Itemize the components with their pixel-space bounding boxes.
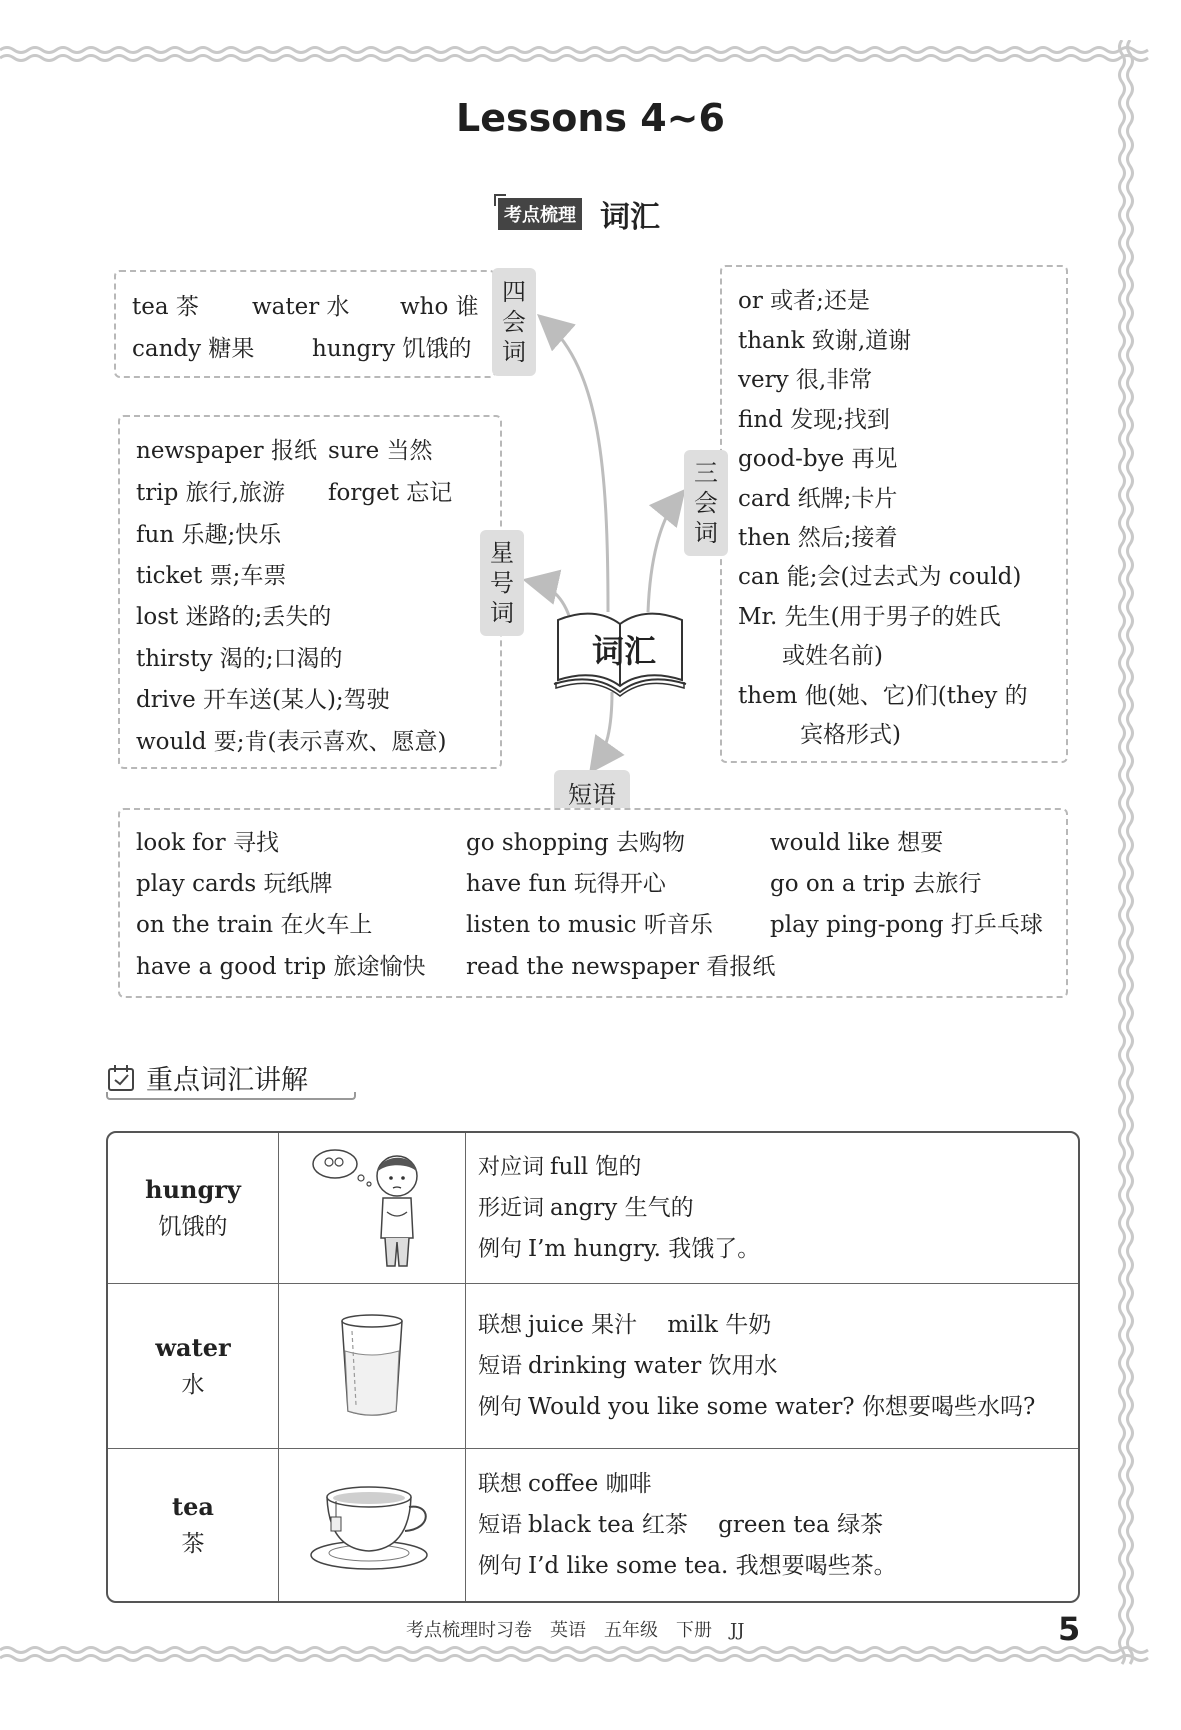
- three-skill-label: 三 会 词: [684, 450, 728, 556]
- star-word: forget 忘记: [328, 480, 453, 506]
- star-word: thirsty 渴的;口渴的: [136, 646, 343, 672]
- three-skill-word: find 发现;找到: [738, 407, 890, 433]
- table-row: [108, 1449, 1078, 1601]
- key-vocab-heading: 重点词汇讲解: [106, 1058, 308, 1097]
- section-tag: 考点梳理: [498, 198, 582, 230]
- word-cell: water 水: [108, 1284, 279, 1448]
- note-line: 例句 I’d like some tea. 我想要喝些茶。: [478, 1552, 897, 1579]
- three-skill-word: can 能;会(过去式为 could): [738, 564, 1022, 590]
- word-cell: hungry 饥饿的: [108, 1133, 279, 1283]
- phrase: listen to music 听音乐: [466, 912, 713, 938]
- star-word: ticket 票;车票: [136, 563, 287, 589]
- section-word: 词汇: [600, 200, 660, 235]
- star-word: newspaper 报纸: [136, 438, 317, 464]
- three-skill-word: very 很,非常: [738, 367, 873, 393]
- note-line: 联想 juice 果汁 milk 牛奶: [478, 1311, 772, 1338]
- star-word: lost 迷路的;丢失的: [136, 604, 332, 630]
- four-skill-word: hungry 饥饿的: [312, 336, 472, 362]
- phrase: go shopping 去购物: [466, 830, 685, 856]
- table-row: [108, 1133, 1078, 1284]
- phrase: go on a trip 去旅行: [770, 871, 982, 897]
- word-cell: tea 茶: [108, 1449, 279, 1601]
- water-glass-icon: [332, 1311, 412, 1421]
- phrase: play ping-pong 打乒乓球: [770, 912, 1043, 938]
- page-number: 5: [1058, 1610, 1081, 1648]
- three-skill-word: then 然后;接着: [738, 525, 898, 551]
- page-title: Lessons 4~6: [456, 96, 725, 140]
- note-line: 联想 coffee 咖啡: [478, 1470, 652, 1497]
- note-line: 例句 Would you like some water? 你想要喝些水吗?: [478, 1393, 1036, 1420]
- notes-cell: [466, 1133, 1078, 1283]
- four-skill-word: tea 茶: [132, 294, 199, 320]
- three-skill-word: 宾格形式): [800, 722, 901, 748]
- note-line: 形近词 angry 生气的: [478, 1194, 694, 1221]
- three-skill-word: Mr. 先生(用于男子的姓氏: [738, 604, 1001, 630]
- star-word: drive 开车送(某人);驾驶: [136, 687, 390, 713]
- star-words-box: [118, 415, 502, 769]
- star-word: fun 乐趣;快乐: [136, 522, 282, 548]
- four-skill-word: who 谁: [400, 294, 479, 320]
- phrase: would like 想要: [770, 830, 944, 856]
- four-skill-word: candy 糖果: [132, 336, 255, 362]
- footer-text: 考点梳理时习卷 英语 五年级 下册 JJ: [406, 1620, 745, 1641]
- note-line: 例句 I’m hungry. 我饿了。: [478, 1235, 761, 1262]
- center-label: 词汇: [591, 632, 656, 670]
- notes-cell: [466, 1284, 1078, 1448]
- note-line: 对应词 full 饱的: [478, 1153, 642, 1180]
- phrase: play cards 玩纸牌: [136, 871, 333, 897]
- heading-underline: [106, 1092, 356, 1100]
- tea-cup-icon: [307, 1477, 437, 1573]
- note-line: 短语 black tea 红茶 green tea 绿茶: [478, 1511, 884, 1538]
- three-skill-word: them 他(她、它)们(they 的: [738, 683, 1028, 709]
- phrase: look for 寻找: [136, 830, 279, 856]
- phrase: have a good trip 旅途愉快: [136, 954, 426, 980]
- picture-cell: [279, 1133, 466, 1283]
- calendar-check-icon: [106, 1063, 136, 1093]
- three-skill-word: 或姓名前): [782, 643, 883, 669]
- bottom-wave-border: [0, 1640, 1181, 1668]
- phrase: read the newspaper 看报纸: [466, 954, 776, 980]
- notes-cell: [466, 1449, 1078, 1601]
- three-skill-word: good-bye 再见: [738, 446, 898, 472]
- phrase: have fun 玩得开心: [466, 871, 666, 897]
- star-word: sure 当然: [328, 438, 433, 464]
- note-line: 短语 drinking water 饮用水: [478, 1352, 778, 1379]
- table-row: [108, 1284, 1078, 1449]
- four-skill-label: 四 会 词: [492, 268, 536, 376]
- phrase: on the train 在火车上: [136, 912, 373, 938]
- picture-cell: [279, 1284, 466, 1448]
- hungry-boy-icon: [307, 1142, 437, 1274]
- picture-cell: [279, 1449, 466, 1601]
- three-skill-word: thank 致谢,道谢: [738, 328, 912, 354]
- three-skill-word: card 纸牌;卡片: [738, 486, 898, 512]
- star-words-label: 星 号 词: [480, 530, 524, 636]
- phrases-label: 短语: [554, 770, 630, 814]
- four-skill-word: water 水: [252, 294, 350, 320]
- star-word: would 要;肯(表示喜欢、愿意): [136, 729, 447, 755]
- three-skill-word: or 或者;还是: [738, 288, 870, 314]
- vocab-table: [106, 1131, 1080, 1603]
- star-word: trip 旅行,旅游: [136, 480, 285, 506]
